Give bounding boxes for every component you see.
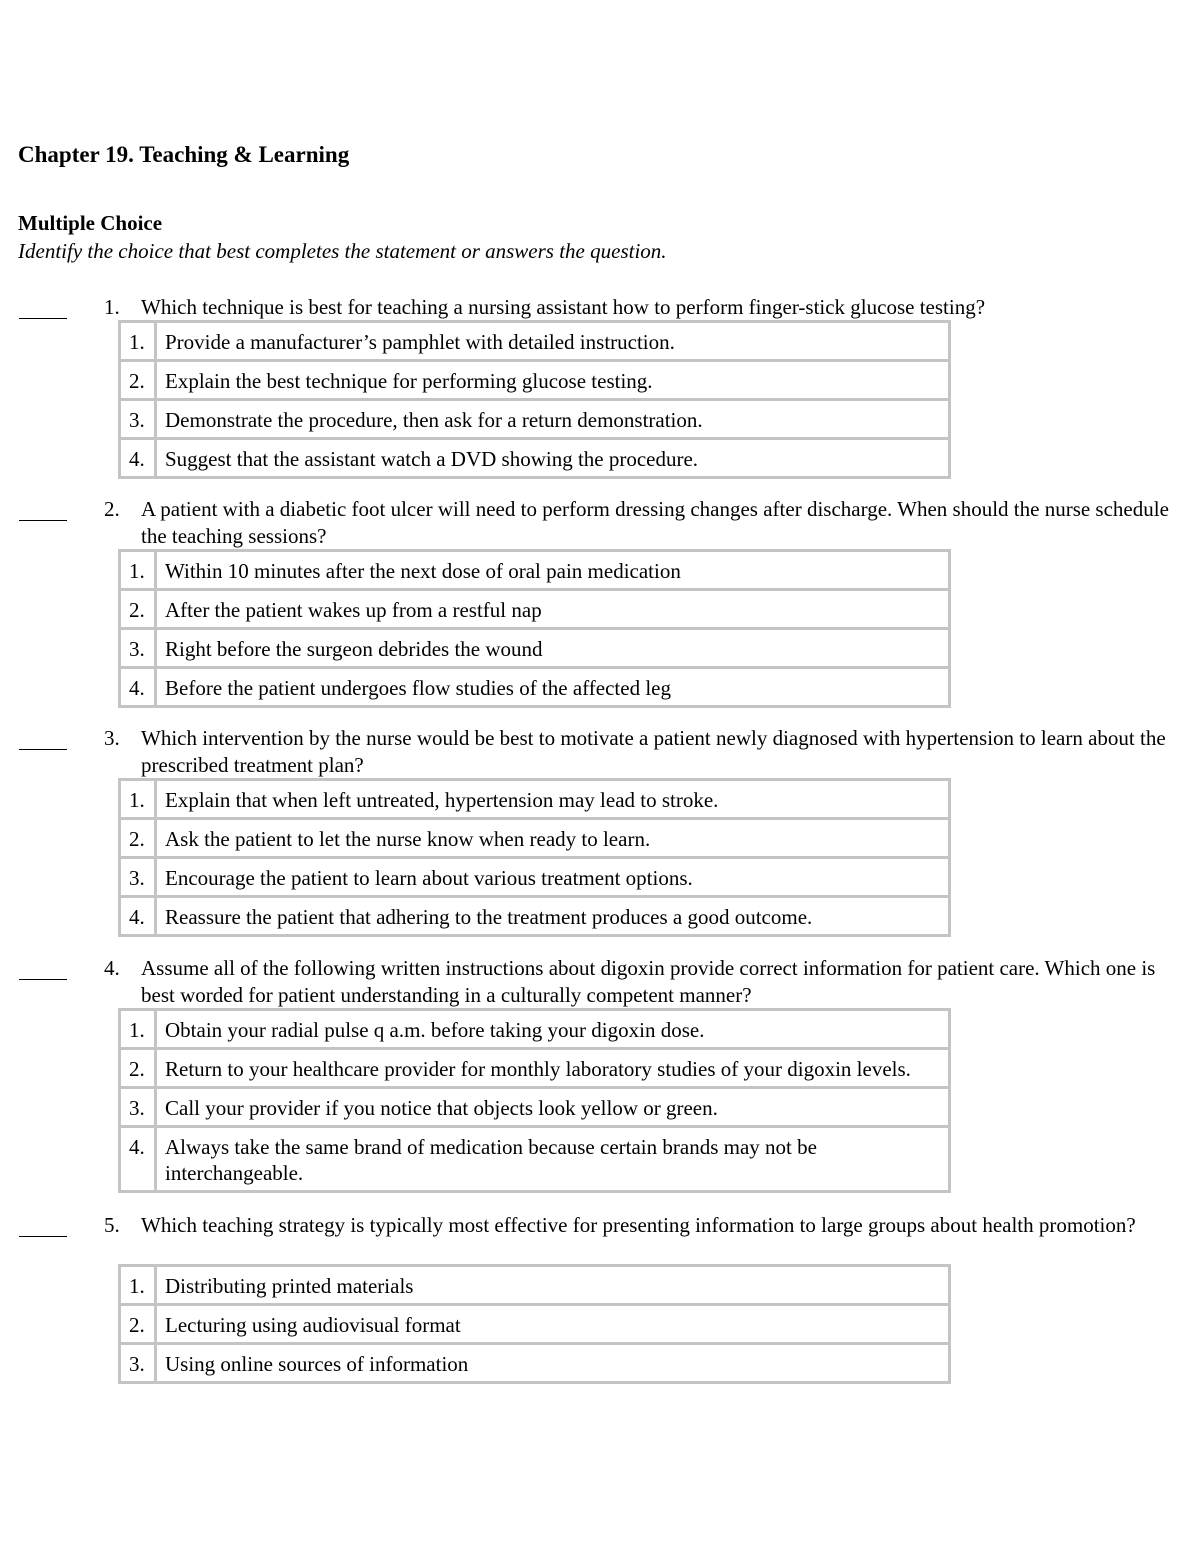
choice-table [118, 778, 951, 937]
choice-number: 3. [120, 1088, 156, 1127]
choice-number: 2. [120, 1049, 156, 1088]
question-stem: Which teaching strategy is typically most effective for presenting information to large groups about health promotion? [141, 1213, 1136, 1237]
choice-row[interactable] [120, 551, 950, 590]
choice-number: 4. [120, 439, 156, 478]
choice-text: Lecturing using audiovisual format [156, 1305, 950, 1344]
choice-text: Distributing printed materials [156, 1266, 950, 1305]
choice-text: Using online sources of information [156, 1344, 950, 1383]
choice-number: 1. [120, 551, 156, 590]
choice-row[interactable] [120, 819, 950, 858]
chapter-title: Chapter 19. Teaching & Learning [18, 142, 350, 167]
question-stem: Which technique is best for teaching a nursing assistant how to perform finger-stick glucose testing? [141, 295, 986, 319]
choice-row[interactable] [120, 1010, 950, 1049]
choice-text: After the patient wakes up from a restful nap [156, 590, 950, 629]
choice-text: Explain the best technique for performing glucose testing. [156, 361, 950, 400]
question-number: 4. [104, 956, 120, 980]
choice-text: Ask the patient to let the nurse know when ready to learn. [156, 819, 950, 858]
question-stem: Which intervention by the nurse would be best to motivate a patient newly diagnosed with hypertension to learn about the prescribed treatment plan? [141, 726, 1166, 777]
question-number: 3. [104, 726, 120, 750]
question-number: 1. [104, 295, 120, 319]
choice-text: Explain that when left untreated, hypertension may lead to stroke. [156, 780, 950, 819]
choice-row[interactable] [120, 322, 950, 361]
choice-number: 3. [120, 629, 156, 668]
choice-text: Provide a manufacturer’s pamphlet with detailed instruction. [156, 322, 950, 361]
choice-row[interactable] [120, 1127, 950, 1192]
choice-row[interactable] [120, 400, 950, 439]
section-heading: Multiple Choice [18, 211, 163, 235]
choice-row[interactable] [120, 668, 950, 707]
answer-blank[interactable] [19, 749, 67, 750]
question-stem: A patient with a diabetic foot ulcer will need to perform dressing changes after discharge. When should the nurse schedule the teaching sessions? [141, 497, 1169, 548]
answer-blank[interactable] [19, 1236, 67, 1237]
choice-text: Call your provider if you notice that objects look yellow or green. [156, 1088, 950, 1127]
choice-number: 1. [120, 780, 156, 819]
choice-text: Demonstrate the procedure, then ask for a return demonstration. [156, 400, 950, 439]
question-number: 5. [104, 1213, 120, 1237]
choice-row[interactable] [120, 780, 950, 819]
choice-number: 4. [120, 668, 156, 707]
choice-number: 2. [120, 819, 156, 858]
choice-number: 1. [120, 1010, 156, 1049]
choice-table [118, 549, 951, 708]
choice-text: Obtain your radial pulse q a.m. before taking your digoxin dose. [156, 1010, 950, 1049]
choice-number: 2. [120, 1305, 156, 1344]
choice-row[interactable] [120, 361, 950, 400]
choice-number: 3. [120, 858, 156, 897]
choice-text: Right before the surgeon debrides the wound [156, 629, 950, 668]
answer-blank[interactable] [19, 318, 67, 319]
choice-number: 3. [120, 400, 156, 439]
choice-number: 1. [120, 322, 156, 361]
choice-text: Encourage the patient to learn about various treatment options. [156, 858, 950, 897]
choice-text: Within 10 minutes after the next dose of oral pain medication [156, 551, 950, 590]
choice-row[interactable] [120, 897, 950, 936]
choice-number: 1. [120, 1266, 156, 1305]
choice-number: 2. [120, 590, 156, 629]
choice-row[interactable] [120, 1344, 950, 1383]
choice-table [118, 320, 951, 479]
choice-number: 3. [120, 1344, 156, 1383]
question-stem: Assume all of the following written instructions about digoxin provide correct information for patient care. Which one is best worded for patient understanding in a culturally competent manner? [141, 956, 1156, 1007]
choice-number: 4. [120, 897, 156, 936]
choice-number: 4. [120, 1127, 156, 1192]
question-number: 2. [104, 497, 120, 521]
choice-row[interactable] [120, 858, 950, 897]
answer-blank[interactable] [19, 520, 67, 521]
choice-row[interactable] [120, 1305, 950, 1344]
choice-row[interactable] [120, 590, 950, 629]
choice-row[interactable] [120, 439, 950, 478]
choice-text: Return to your healthcare provider for monthly laboratory studies of your digoxin levels. [156, 1049, 950, 1088]
choice-text: Suggest that the assistant watch a DVD showing the procedure. [156, 439, 950, 478]
choice-row[interactable] [120, 1088, 950, 1127]
choice-text: Always take the same brand of medication because certain brands may not be interchangeable. [156, 1127, 950, 1192]
choice-row[interactable] [120, 1266, 950, 1305]
choice-table [118, 1264, 951, 1384]
choice-row[interactable] [120, 629, 950, 668]
choice-row[interactable] [120, 1049, 950, 1088]
choice-text: Before the patient undergoes flow studies of the affected leg [156, 668, 950, 707]
instructions: Identify the choice that best completes the statement or answers the question. [18, 239, 667, 263]
choice-table [118, 1008, 951, 1193]
choice-number: 2. [120, 361, 156, 400]
answer-blank[interactable] [19, 979, 67, 980]
choice-text: Reassure the patient that adhering to the treatment produces a good outcome. [156, 897, 950, 936]
